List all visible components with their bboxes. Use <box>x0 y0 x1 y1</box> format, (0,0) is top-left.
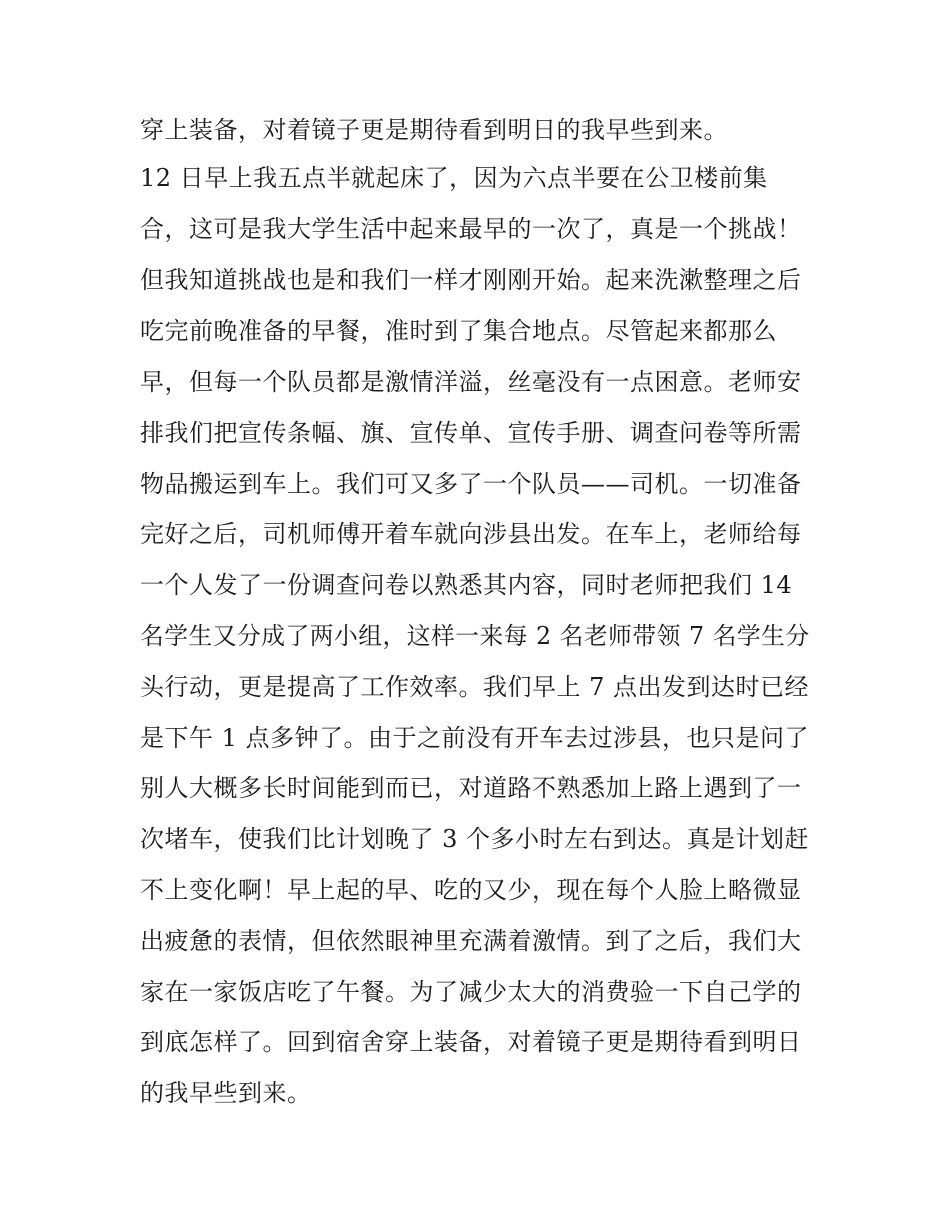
text-line: 到底怎样了。回到宿舍穿上装备，对着镜子更是期待看到明日 <box>140 1028 802 1056</box>
text-line: 完好之后，司机师傅开着车就向涉县出发。在车上，老师给每 <box>140 520 802 548</box>
text-line: 一个人发了一份调查问卷以熟悉其内容，同时老师把我们 14 <box>140 571 793 599</box>
text-line: 12 日早上我五点半就起床了，因为六点半要在公卫楼前集 <box>140 164 768 192</box>
text-line: 是下午 1 点多钟了。由于之前没有开车去过涉县，也只是问了 <box>140 724 810 752</box>
text-line: 不上变化啊！早上起的早、吃的又少，现在每个人脸上略微显 <box>140 876 802 904</box>
text-line: 但我知道挑战也是和我们一样才刚刚开始。起来洗漱整理之后 <box>140 266 802 294</box>
text-line: 排我们把宣传条幅、旗、宣传单、宣传手册、调查问卷等所需 <box>140 419 802 447</box>
text-line: 的我早些到来。 <box>140 1079 312 1107</box>
text-line: 别人大概多长时间能到而已，对道路不熟悉加上路上遇到了一 <box>140 774 802 802</box>
text-line: 头行动，更是提高了工作效率。我们早上 7 点出发到达时已经 <box>140 673 810 701</box>
text-line: 家在一家饭店吃了午餐。为了减少太大的消费验一下自己学的 <box>140 978 802 1006</box>
text-line: 吃完前晚准备的早餐，准时到了集合地点。尽管起来都那么 <box>140 317 777 345</box>
text-line: 次堵车，使我们比计划晚了 3 个多小时左右到达。真是计划赶 <box>140 825 810 853</box>
text-line: 穿上装备，对着镜子更是期待看到明日的我早些到来。 <box>140 116 728 144</box>
text-line: 出疲惫的表情，但依然眼神里充满着激情。到了之后，我们大 <box>140 927 802 955</box>
text-line: 早，但每一个队员都是激情洋溢，丝毫没有一点困意。老师安 <box>140 368 802 396</box>
text-line: 名学生又分成了两小组，这样一来每 2 名老师带领 7 名学生分 <box>140 622 810 650</box>
text-line: 合，这可是我大学生活中起来最早的一次了，真是一个挑战！ <box>140 215 802 243</box>
text-line: 物品搬运到车上。我们可又多了一个队员——司机。一切准备 <box>140 470 802 498</box>
